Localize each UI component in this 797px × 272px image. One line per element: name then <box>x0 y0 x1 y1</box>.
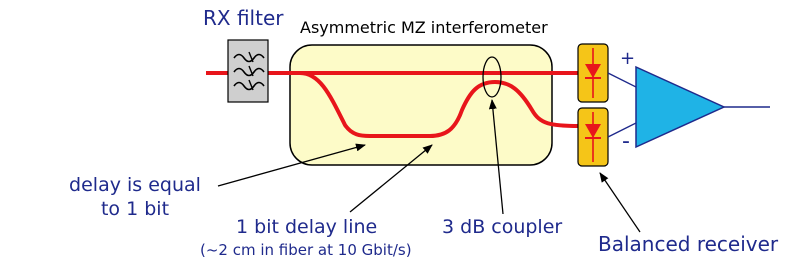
mz-interferometer-box <box>290 45 552 165</box>
arrow-balanced-receiver <box>600 173 640 232</box>
wire-top <box>608 73 640 89</box>
balanced-receiver-label: Balanced receiver <box>598 232 779 256</box>
rx-filter <box>228 40 268 102</box>
delay-equal-label-line2: to 1 bit <box>100 198 170 220</box>
mz-interferometer-label: Asymmetric MZ interferometer <box>300 18 548 37</box>
delay-line-label: 1 bit delay line <box>236 216 378 238</box>
amplifier-icon <box>636 67 724 147</box>
photodetector-top <box>578 44 608 102</box>
delay-line-note: (~2 cm in fiber at 10 Gbit/s) <box>200 241 412 259</box>
delay-equal-label-line1: delay is equal <box>69 174 201 196</box>
coupler-label: 3 dB coupler <box>442 216 563 238</box>
rx-filter-label: RX filter <box>203 6 284 30</box>
minus-sign: - <box>622 129 630 154</box>
plus-sign: + <box>620 48 636 69</box>
photodetector-bottom <box>578 108 608 166</box>
